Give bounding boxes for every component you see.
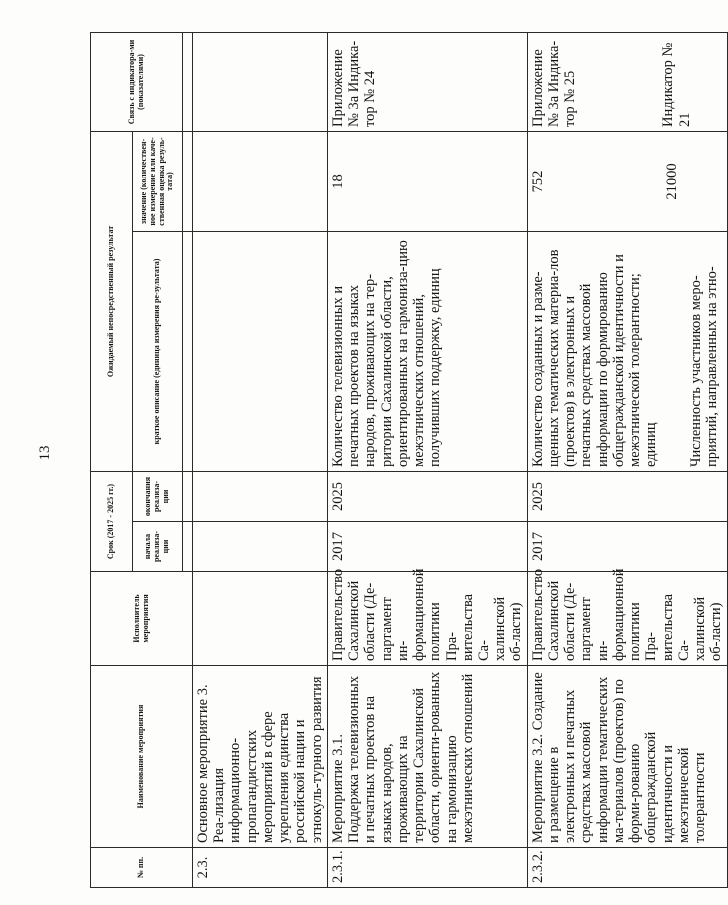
row-link: [193, 32, 328, 131]
header-blank: [183, 131, 193, 231]
header-term-start: начала реализа-ции: [133, 522, 183, 572]
row-start: [193, 522, 328, 572]
table-row: [327, 32, 527, 887]
row-num: 2.3.1.: [327, 848, 527, 888]
row-link: Приложение № 3а Индика-тор № 24: [327, 32, 527, 131]
header-name: Наименование мероприятия: [91, 666, 193, 848]
header-expected: Ожидаемый непосредственный результат: [91, 131, 133, 471]
row-value-gap: [546, 136, 664, 227]
header-blank: [183, 471, 193, 521]
header-blank: [183, 522, 193, 572]
rotated-table-wrapper: [90, 33, 725, 888]
table-row: [193, 32, 328, 887]
page-number: 13: [37, 445, 53, 461]
header-link-title: Связь с индикатора-ми: [126, 39, 136, 125]
row-desc: [527, 231, 727, 471]
header-expected-value: значение (количествен-ное измерение или каче-ственная оценка резуль-тата): [133, 131, 183, 231]
row-name: Мероприятие 3.2. Создание и размещение в электронных и печатных средствах массовой информации тематических ма-териалов (проектов) по форми-рованию общегражданской идентичности и межэтнической толерантности: [527, 666, 727, 848]
row-value: [193, 131, 328, 231]
header-num: № пп.: [91, 848, 193, 888]
row-name: Мероприятие 3.1. Поддержка телевизионных и печатных проектов на языках народов, проживающих на территории Сахалинской области, ориенти-рованных на гармонизацию межэтнических отношений: [327, 666, 527, 848]
header-blank: [183, 32, 193, 131]
row-desc: [193, 231, 328, 471]
table-row: [527, 32, 727, 887]
row-value: [527, 131, 727, 231]
header-expected-desc: краткое описание (единица измерения ре-зультата): [133, 231, 183, 471]
row-desc: Количество телевизионных и печатных проектов на языках народов, проживающих на тер-ритории Сахалинской области, ориентированных на гармониза-цию межэтнических отношений, получивших поддержку, единиц: [327, 231, 527, 471]
row-end: [193, 471, 328, 521]
header-link-sub: (показателями): [135, 54, 145, 110]
row-executor: [193, 572, 328, 666]
row-link-secondary: Индикатор № 21: [660, 42, 693, 127]
row-num: 2.3.2.: [527, 848, 727, 888]
header-link: [91, 32, 183, 131]
row-start: 2017: [327, 522, 527, 572]
row-executor: Правительство Сахалинской области (Де-партамент ин-формационной политики Пра-вительства Са-халинской об-ласти): [327, 572, 527, 666]
header-term: Срок (2017 - 2025 гг.): [91, 471, 133, 571]
row-value-primary: 752: [529, 170, 546, 193]
row-link-primary: Приложение № 3а Индика-тор № 25: [529, 40, 579, 127]
row-name: Основное мероприятие 3. Реа-лизация информационно-пропагандистских мероприятий в сфере укрепления единства российской нации и этнокуль-турного развития: [193, 666, 328, 848]
row-value-secondary: 21000: [663, 163, 680, 200]
row-end: 2025: [327, 471, 527, 521]
row-value: 18: [327, 131, 527, 231]
row-link-gap: [578, 37, 660, 127]
row-desc-secondary: Численность участников меро-приятий, направленных на этно-: [687, 266, 720, 467]
row-executor: Правительство Сахалинской области (Де-партамент ин-формационной политики Пра-вительства Са-халинской об-ласти): [527, 572, 727, 666]
header-executor: Исполнитель мероприятия: [91, 572, 193, 666]
measures-table: [90, 32, 728, 888]
row-desc-primary: Количество созданных и разме-щенных тематических материа-лов (проектов) в электронных и печатных средствах массовой информации по формированию общегражданской идентичности и межэтнической толерантности; единиц: [529, 249, 660, 467]
row-num: 2.3.: [193, 848, 328, 888]
row-start: 2017: [527, 522, 727, 572]
header-term-end: окончания реализа-ции: [133, 471, 183, 521]
row-end: 2025: [527, 471, 727, 521]
row-link: [527, 32, 727, 131]
header-blank: [183, 231, 193, 471]
row-desc-gap: [660, 236, 688, 467]
